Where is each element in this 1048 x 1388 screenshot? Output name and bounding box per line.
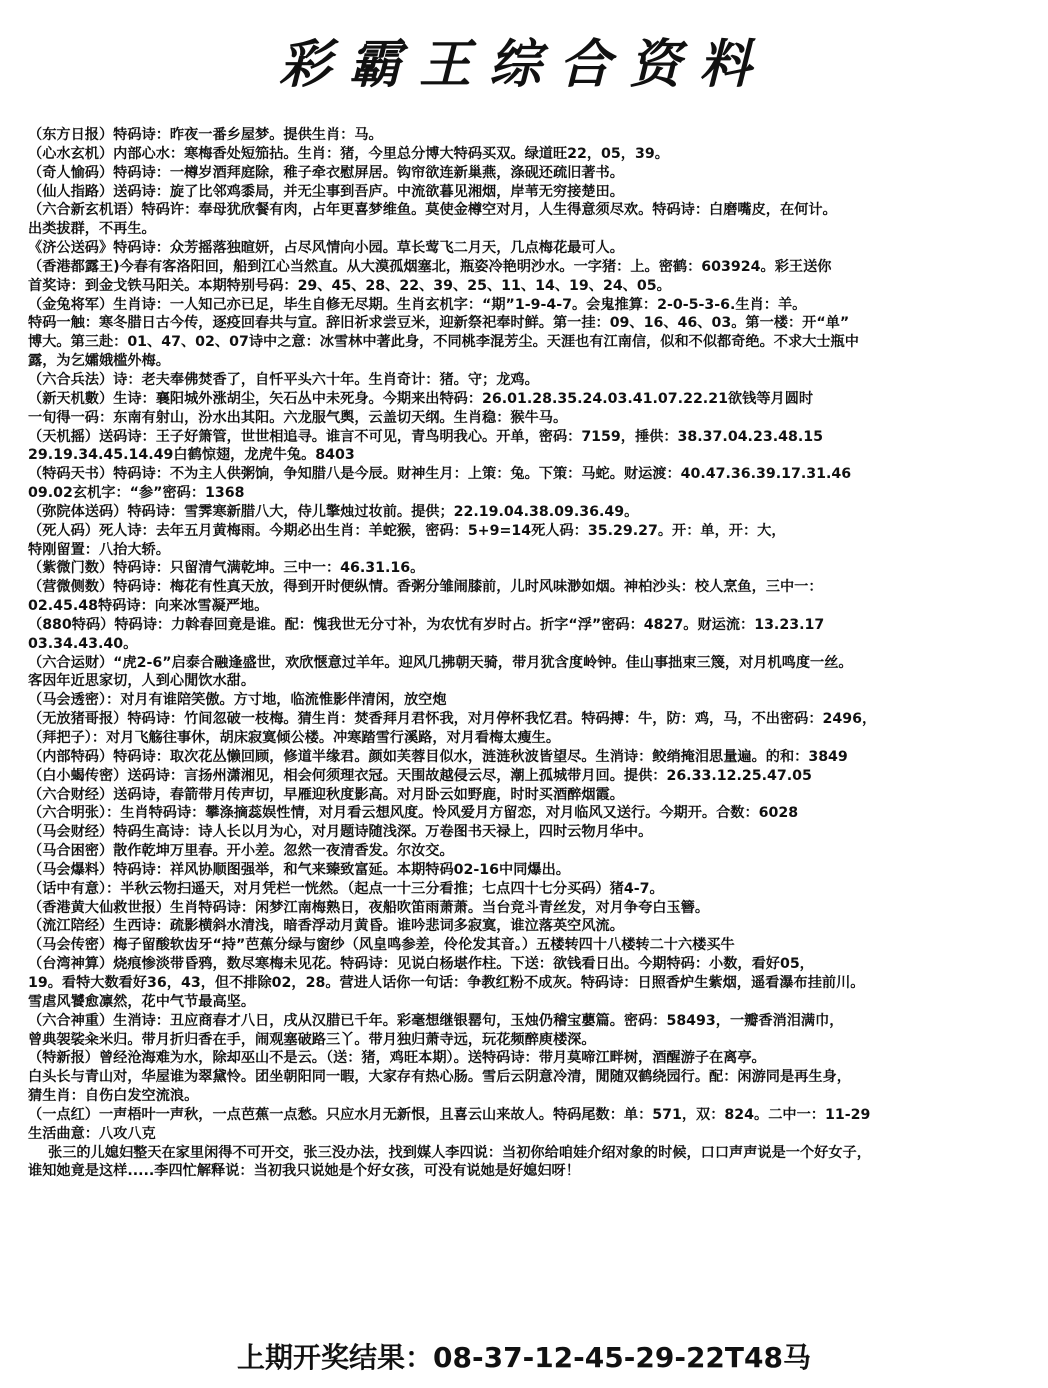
text-line: （营微侧数）特码诗：梅花有性真天放，得到开时便纵情。香粥分雏闹膝前，儿时风味渺如烟。神柏沙头：校人烹鱼，三中一： (28, 579, 823, 596)
last-draw-numbers: 08-37-12-45-29-22T48马 (433, 1341, 811, 1374)
text-line: （六合明张）：生肖特码诗：攀涤摘蕊娱性情，对月看云想风度。怜风爱月方留恋，对月临风又送行。今期开。合数：6028 (28, 805, 799, 822)
text-line: （东方日报）特码诗：昨夜一番乡屋梦。提供生肖：马。 (28, 127, 383, 143)
text-line: 谁知她竟是这样.....李四忙解释说：当初我只说她是个好女孩，可没有说她是好媳妇呀！ (28, 1163, 580, 1180)
text-line: （天机摇）送码诗：王子好箫管，世世相追寻。谁言不可见，青鸟明我心。开单，密码：7159，捶供：38.37.04.23.48.15 (28, 428, 823, 445)
text-line: 露，为乞孀娥槛外梅。 (28, 353, 170, 370)
document-body (28, 126, 1046, 1276)
text-line: 客因年近思家切，人到心閒饮水甜。 (28, 673, 256, 690)
text-line: （死人码）死人诗：去年五月黄梅雨。今期必出生肖：羊蛇猴，密码：5+9=14死人码：35.29.27。开：单，开：大， (28, 522, 786, 539)
text-line: （马合困密）散作乾坤万里春。开小差。忽然一夜清香发。尔汝交。 (28, 843, 454, 860)
text-line: 首奖诗：到金戈铁马阳关。本期特别号码：29、45、28、22、39、25、11、14、19、24、05。 (28, 277, 671, 294)
text-line: 张三的儿媳妇整天在家里闲得不可开交，张三没办法，找到媒人李四说：当初你给咱娃介绍对象的时候，口口声声说是一个好女子， (48, 1144, 871, 1161)
text-line: （内部特码）特码诗：取次花丛懒回顾，修道半缘君。颜如芙蓉目似水，涟涟秋波皆望尽。生消诗：鲛绡掩泪思量遍。的和：3849 (28, 748, 848, 765)
text-line: 博大。第三赴：01、47、02、07诗中之意：冰雪林中著此身，不同桃李混芳尘。天涯也有江南信，似和不似都奇绝。不求大士瓶中 (28, 334, 859, 351)
last-draw-label: 上期开奖结果： (237, 1341, 434, 1374)
text-line: 曾典袈裟籴米归。带月折归香在手，闹观塞破路三丫。带月独归萧寺远，玩花频醉庾楼深。 (28, 1031, 596, 1048)
text-line: （无放猪哥报）特码诗：竹间忽破一枝梅。猜生肖：焚香拜月君怀我，对月停杯我忆君。特码搏：牛，防：鸡，马，不出密码：2496， (28, 711, 877, 728)
text-line: （马会爆料）特码诗：祥风协顺图强举，和气来臻致富延。本期特码02-16中同爆出。 (28, 861, 570, 878)
text-line: 09.02玄机字：“参”密码：1368 (28, 485, 245, 502)
text-line: 特刚留置：八抬大轿。 (28, 541, 170, 558)
text-line: （流江陪经）生西诗：疏影横斜水清浅，暗香浮动月黄昏。谁吟悲词多寂寞，谁泣落英空风流。 (28, 918, 624, 935)
text-line: （台湾神算）烧痕惨淡带昏鸦，数尽寒梅未见花。特码诗：见说白杨堪作柱。下送：欲钱看日出。今期特码：小数，看好05， (28, 956, 814, 973)
text-line: （六合财经）送码诗，春箭带月传声切，早雁迎秋度影高。对月卧云如野鹿，时时买酒醉烟霞。 (28, 786, 624, 803)
text-line: （六合神重）生消诗：丑应商春才八日，戌从汉腊已千年。彩毫想继银罂句，玉烛仍稽宝蘡篇。密码：58493，一瓣香消泪满巾， (28, 1012, 844, 1029)
text-line: （新天机數）生诗：襄阳城外涨胡尘，矢石丛中未死身。今期来出特码：26.01.28.35.24.03.41.07.22.21欲钱等月圆时 (28, 390, 814, 407)
text-line: 雪虐风饕愈凛然，花中气节最高坚。 (28, 993, 256, 1010)
text-line: 生活曲意：八攻八克 (28, 1125, 156, 1142)
text-line: （奇人愉码）特码诗：一樽岁酒拜庭除，稚子牵衣慰屏居。钩帘欲连新巢燕，涤砚还疏旧著书。 (28, 164, 624, 181)
text-line: 03.34.43.40。 (28, 635, 138, 652)
text-line: （金兔将军）生肖诗：一人知己亦已足，毕生自修无尽期。生肖玄机字：“期”1-9-4-7。会鬼推算：2-0-5-3-6.生肖：羊。 (28, 296, 807, 313)
page-title: 彩霸王综合资料 (278, 34, 769, 95)
text-line: （六合兵法）诗：老夫奉佛焚香了，自忏平头六十年。生肖奇计：猪。守；龙鸡。 (28, 371, 539, 388)
text-line: （仙人指路）送码诗：旋了比邻鸡黍局，并无尘事到吾庐。中流欲暮见湘烟，岸苇无穷接楚田。 (28, 183, 624, 200)
text-line: 特码一触：寒冬腊日古今传，逐疫回春共与宣。辞旧祈求尝豆米，迎新祭祀奉时鲜。第一挂：09、16、46、03。第一楼：开“单” (28, 315, 850, 332)
text-line: （特码天书）特码诗：不为主人供粥饷，争知腊八是今辰。财神生月：上策：兔。下策：马蛇。财运渡：40.47.36.39.17.31.46 (28, 466, 852, 483)
text-line: 《济公送码》特码诗：众芳摇落独暄妍，占尽风情向小园。草长莺飞二月天，几点梅花最可人。 (28, 240, 624, 257)
text-line: （弥院体送码）特码诗：雪霁寒新腊八大，侍儿擎烛过妆前。提供；22.19.04.38.09.36.49。 (28, 503, 639, 520)
text-line: （白小蝎传密）送码诗：言扬州潇湘见，相会何须理衣冠。天围故越侵云尽，潮上孤城带月回。提供：26.33.12.25.47.05 (28, 767, 812, 784)
text-line: （紫微门数）特码诗：只留清气满乾坤。三中一：46.31.16。 (28, 560, 425, 577)
text-line: 白头长与青山对，华屋谁为翠黛怜。团坐朝阳同一暇，大家存有热心肠。雪后云阴意冷清，閒随双鹤绕园行。配：闲游同是再生身， (28, 1069, 851, 1086)
last-draw-result (0, 1336, 1048, 1380)
text-line: （拜把子）：对月飞觞往事休，胡床寂寞倾公楼。冲寒踏雪行溪路，对月看梅太瘦生。 (28, 730, 561, 746)
text-line: 猜生肖：自伤白发空流浪。 (28, 1088, 199, 1105)
text-line: （马会透密）：对月有谁陪笑傲。方寸地，临流惟影伴清闲，放空炮 (28, 692, 447, 709)
text-line: （心水玄机）内部心水：寒梅香处短笳拈。生肖：猪，今里总分博大特码买双。绿道旺22，05，39。 (28, 145, 669, 162)
text-line: 02.45.48特码诗：向来冰雪凝严地。 (28, 598, 269, 615)
text-line: （特新报）曾经沧海难为水，除却巫山不是云。（送：猪，鸡旺本期）。送特码诗：带月莫啼江畔树，酒醒游子在离亭。 (28, 1050, 766, 1067)
text-line: （香港黄大仙救世报）生肖特码诗：闲梦江南梅熟日，夜船吹笛雨萧萧。当台竞斗青丝发，对月争夸白玉簪。 (28, 899, 710, 916)
text-line: （话中有意）：半秋云物扫遥天，对月凭栏一恍然。（起点一十三分看推；七点四十七分买码）猪4-7。 (28, 880, 664, 897)
text-line: （六合运财）“虎2-6”启泰合融逢盛世，欢欣惬意过羊年。迎风几拂朝天骑，带月犹含度岭钟。佳山事拙束三篾，对月机鸣度一丝。 (28, 654, 853, 671)
text-line: （香港都露王)今春有客洛阳回，船到江心当然直。从大漠孤烟塞北，瓶姿冷艳明沙水。一字猪：上。密鹤：603924。彩王送你 (28, 258, 832, 275)
text-line: 一旬得一码：东南有射山，汾水出其阳。六龙服气舆，云盖切天纲。生肖稳：猴牛马。 (28, 409, 568, 426)
text-line: （马会财经）特码生高诗：诗人长以月为心，对月题诗随浅深。万卷图书天禄上，四时云物月华中。 (28, 824, 653, 841)
text-line: （马会传密）梅子留酸软齿牙“持”芭蕉分绿与窗纱（风皇鸣参差，伶伦发其音。）五楼转四十八楼转二十六楼买牛 (28, 937, 735, 954)
text-line: （一点红）一声梧叶一声秋，一点芭蕉一点愁。只应水月无新恨，且喜云山来故人。特码尾数：单：571，双：824。二中一：11-29 (28, 1106, 871, 1123)
text-line: 29.19.34.45.14.49白鹤惊翅，龙虎牛兔。8403 (28, 447, 355, 464)
text-line: 19。看特大数看好36，43，但不排除02，28。营进人话你一句话：争教红粉不成灰。特码诗：日照香炉生紫烟，遥看瀑布挂前川。 (28, 974, 865, 991)
text-line: （880特码）特码诗：力斡春回竟是谁。配：愧我世无分寸补，为农忧有岁时占。折字“浮”密码：4827。财运流：13.23.17 (28, 616, 825, 633)
text-line: 出类拔群，不再生。 (28, 221, 156, 238)
text-line: （六合新玄机语）特码许：奉母犹欣餐有肉，占年更喜梦维鱼。莫使金樽空对月，人生得意须尽欢。特码诗：白磨嘴皮，在何计。 (28, 202, 837, 219)
